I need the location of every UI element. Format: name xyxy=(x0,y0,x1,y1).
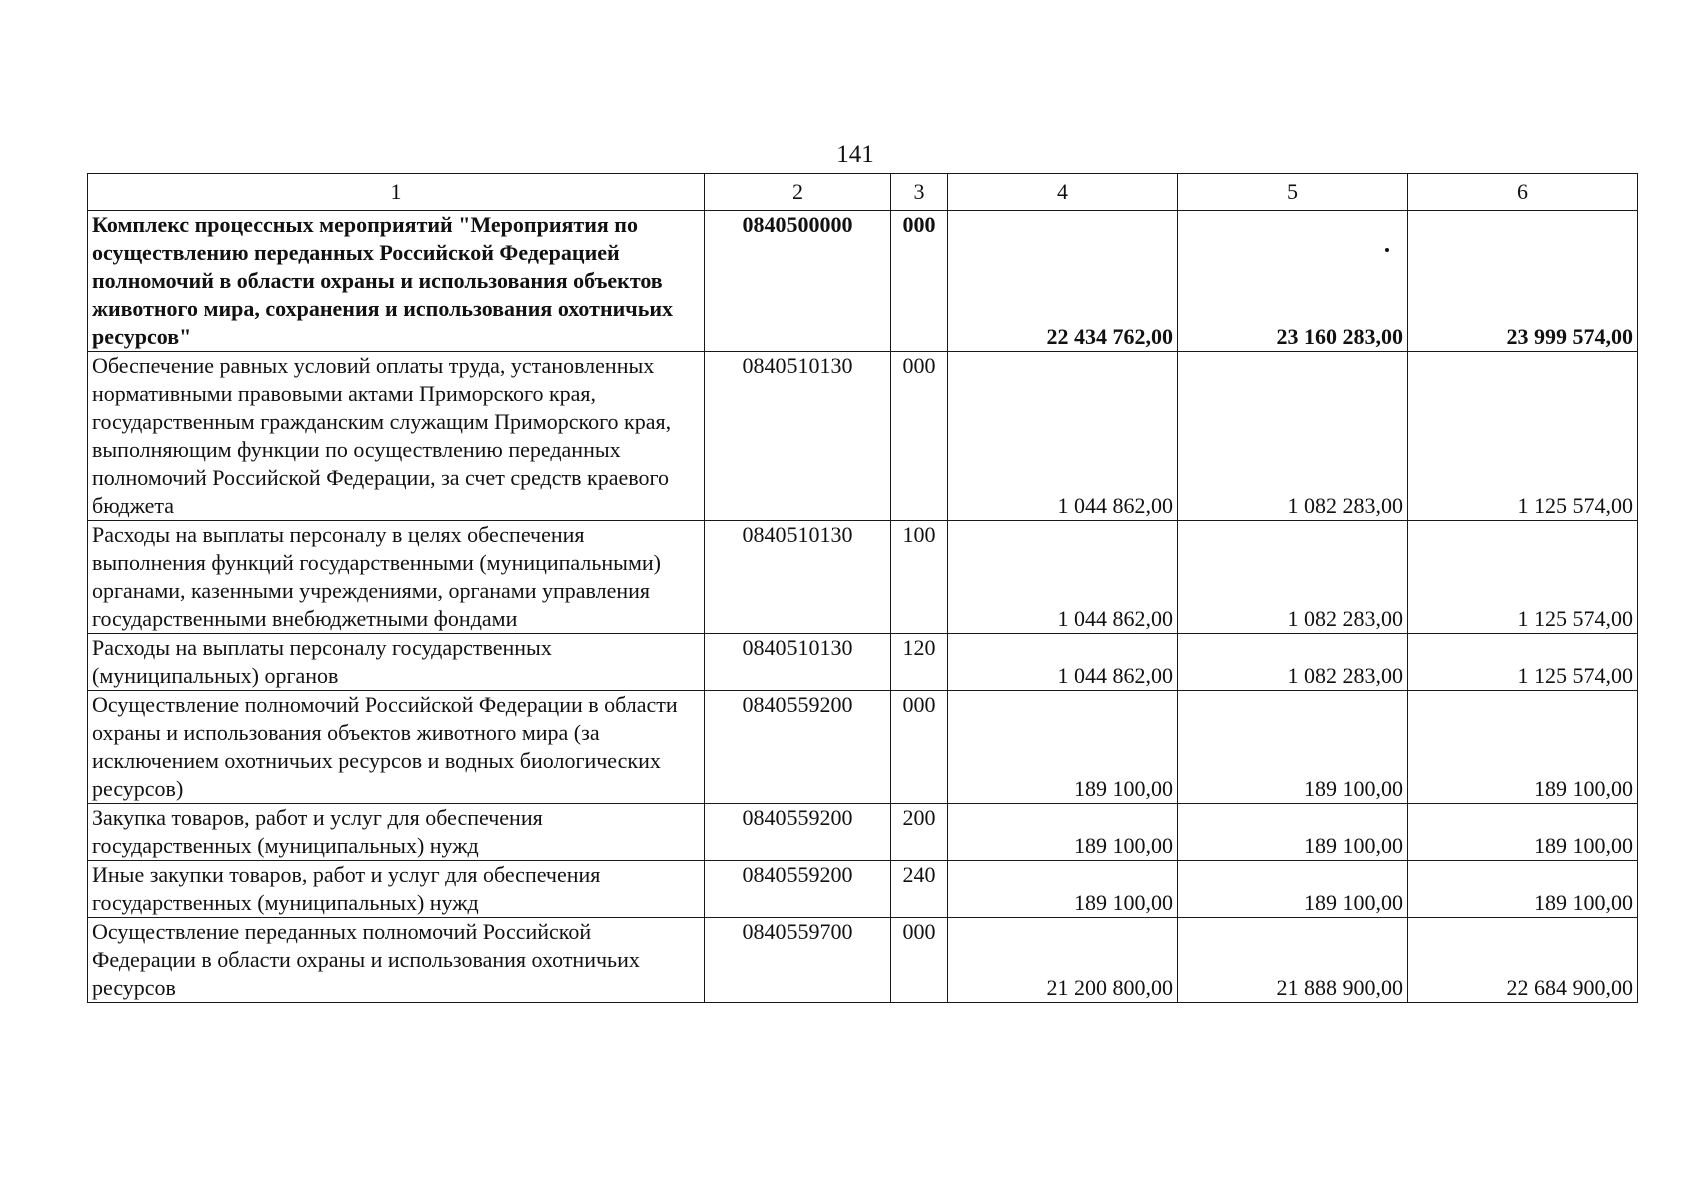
row-code: 0840510130 xyxy=(705,634,891,691)
row-amount-year1: 1 044 862,00 xyxy=(948,521,1178,634)
row-code: 0840510130 xyxy=(705,521,891,634)
row-kvr: 100 xyxy=(891,521,948,634)
row-amount-year1: 189 100,00 xyxy=(948,861,1178,918)
header-col-4: 4 xyxy=(948,174,1178,211)
row-code: 0840500000 xyxy=(705,211,891,352)
row-amount-year2: 189 100,00 xyxy=(1178,804,1408,861)
header-col-5: 5 xyxy=(1178,174,1408,211)
row-code: 0840510130 xyxy=(705,352,891,521)
row-name: Закупка товаров, работ и услуг для обеспечения государственных (муниципальных) нужд xyxy=(88,804,705,861)
row-amount-year1: 1 044 862,00 xyxy=(948,352,1178,521)
table-row xyxy=(88,521,1638,634)
table-row xyxy=(88,352,1638,521)
row-amount-year1: 21 200 800,00 xyxy=(948,918,1178,1003)
row-amount-year1: 189 100,00 xyxy=(948,804,1178,861)
header-col-3: 3 xyxy=(891,174,948,211)
row-amount-year3: 1 125 574,00 xyxy=(1408,634,1638,691)
row-amount-year3: 189 100,00 xyxy=(1408,861,1638,918)
budget-table xyxy=(87,173,1638,1003)
row-kvr: 000 xyxy=(891,918,948,1003)
row-kvr: 120 xyxy=(891,634,948,691)
row-amount-year3: 22 684 900,00 xyxy=(1408,918,1638,1003)
row-kvr: 000 xyxy=(891,691,948,804)
table-row xyxy=(88,861,1638,918)
row-name: Расходы на выплаты персоналу государственных (муниципальных) органов xyxy=(88,634,705,691)
header-col-1: 1 xyxy=(88,174,705,211)
row-amount-year1: 189 100,00 xyxy=(948,691,1178,804)
row-code: 0840559200 xyxy=(705,861,891,918)
row-amount-year2: 189 100,00 xyxy=(1178,691,1408,804)
row-code: 0840559200 xyxy=(705,804,891,861)
row-name: Осуществление полномочий Российской Федерации в области охраны и использования объектов животного мира (за исключением охотничьих ресурсов и водных биологических ресурсов) xyxy=(88,691,705,804)
row-kvr: 000 xyxy=(891,211,948,352)
row-kvr: 200 xyxy=(891,804,948,861)
page-number: 141 xyxy=(836,141,874,168)
table-row xyxy=(88,804,1638,861)
row-name: Осуществление переданных полномочий Российской Федерации в области охраны и использования охотничьих ресурсов xyxy=(88,918,705,1003)
row-amount-year3: 1 125 574,00 xyxy=(1408,521,1638,634)
row-name: Расходы на выплаты персоналу в целях обеспечения выполнения функций государственными (муниципальными) органами, казенными учреждениями, органами управления государственными внебюджетными фондами xyxy=(88,521,705,634)
header-col-2: 2 xyxy=(705,174,891,211)
row-kvr: 000 xyxy=(891,352,948,521)
header-row xyxy=(88,174,1638,211)
table-row xyxy=(88,918,1638,1003)
row-amount-year2: 1 082 283,00 xyxy=(1178,634,1408,691)
row-name: Обеспечение равных условий оплаты труда, установленных нормативными правовыми актами Приморского края, государственным гражданским служащим Приморского края, выполняющим функции по осуществлению переданных полномочий Российской Федерации, за счет средств краевого бюджета xyxy=(88,352,705,521)
row-code: 0840559200 xyxy=(705,691,891,804)
row-amount-year3: 189 100,00 xyxy=(1408,691,1638,804)
row-code: 0840559700 xyxy=(705,918,891,1003)
row-kvr: 240 xyxy=(891,861,948,918)
table-row xyxy=(88,634,1638,691)
row-amount-year2: 1 082 283,00 xyxy=(1178,352,1408,521)
table-row xyxy=(88,691,1638,804)
header-col-6: 6 xyxy=(1408,174,1638,211)
row-amount-year2: 21 888 900,00 xyxy=(1178,918,1408,1003)
row-amount-year1: 22 434 762,00 xyxy=(948,211,1178,352)
table-row xyxy=(88,211,1638,352)
row-amount-year3: 189 100,00 xyxy=(1408,804,1638,861)
row-name: Иные закупки товаров, работ и услуг для обеспечения государственных (муниципальных) нужд xyxy=(88,861,705,918)
row-amount-year3: 1 125 574,00 xyxy=(1408,352,1638,521)
row-amount-year2: 23 160 283,00 xyxy=(1178,211,1408,352)
row-amount-year3: 23 999 574,00 xyxy=(1408,211,1638,352)
row-amount-year2: 189 100,00 xyxy=(1178,861,1408,918)
row-amount-year2: 1 082 283,00 xyxy=(1178,521,1408,634)
row-name: Комплекс процессных мероприятий "Мероприятия по осуществлению переданных Российской Федерацией полномочий в области охраны и использования объектов животного мира, сохранения и использования охотничьих ресурсов" xyxy=(88,211,705,352)
row-amount-year1: 1 044 862,00 xyxy=(948,634,1178,691)
